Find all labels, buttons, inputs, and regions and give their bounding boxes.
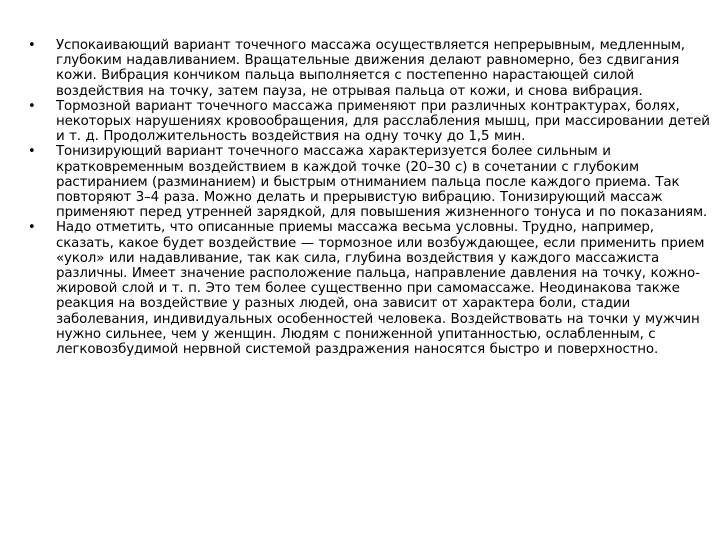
bullet-dot-icon: • [28,220,36,236]
bullet-dot-icon: • [28,144,36,160]
bullet-item-note [22,220,712,357]
bullet-dot-icon: • [28,38,36,53]
bullet-dot-icon: • [28,98,36,114]
bullet-text: Тормозной вариант точечного массажа применяют при различных контрактурах, болях, некоторых нарушениях кровообращения, для расслабления мышц, при массировании детей и т. д. Продолжительность воздействия на одну точку до 1,5 мин. [56,98,710,145]
bullet-item-tonic [22,144,712,220]
bullet-item-inhibitory [22,99,712,145]
bullet-list [22,38,712,357]
bullet-text: Тонизирующий вариант точечного массажа характеризуется более сильным и кратковременным воздействием в каждой точке (20–30 с) в сочетании с глубоким растиранием (разминанием) и быстрым отниманием пальца после каждого приема. Так повторяют 3–4 раза. Можно делать и прерывистую вибрацию. Тонизирующий массаж применяют перед утренней зарядкой, для повышения жизненного тонуса и по показаниям. [56,144,708,221]
bullet-text: Успокаивающий вариант точечного массажа осуществляется непрерывным, медленным, глубоким надавливанием. Вращательные движения делают равномерно, без сдвигания кожи. Вибрация кончиком пальца выполняется с постепенно нарастающей силой воздействия на точку, затем пауза, не отрывая пальца от кожи, и снова вибрация. [56,38,685,99]
bullet-text: Надо отметить, что описанные приемы массажа весьма условны. Трудно, например, сказать, какое будет воздействие — тормозное или возбуждающее, если применить прием «укол» или надавливание, так как сила, глубина воздействия у каждого массажиста различны. Имеет значение расположение пальца, направление давления на точку, кожно-жировой слой и т. п. Это тем более существенно при самомассаже. Неодинакова также реакция на воздействие у разных людей, она зависит от характера боли, стадии заболевания, индивидуальных особенностей человека. Воздействовать на точки у мужчин нужно сильнее, чем у женщин. Людям с пониженной упитанностью, ослабленным, с легковозбудимой нервной системой раздражения наносятся быстро и поверхностно. [56,220,705,358]
bullet-item-soothing [22,38,712,99]
